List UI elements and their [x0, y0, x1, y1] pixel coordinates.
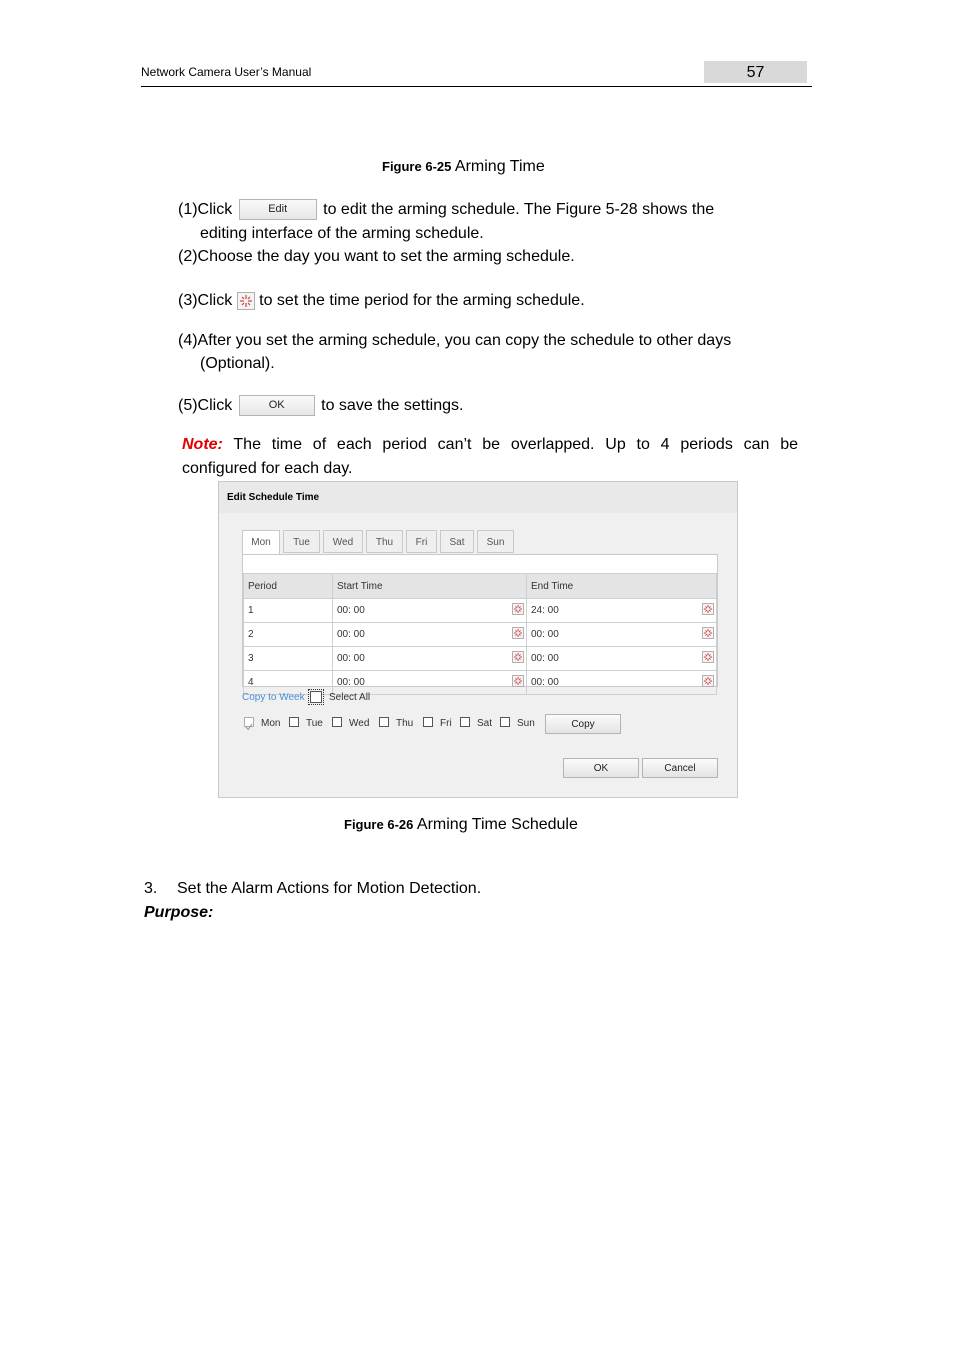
day-label: Sat [477, 718, 493, 729]
start-time-cell[interactable] [333, 647, 527, 671]
dialog-ok-button[interactable]: OK [563, 758, 639, 778]
tab-wed[interactable]: Wed [323, 530, 363, 553]
clock-icon[interactable] [702, 603, 714, 615]
day-checkbox-mon[interactable] [244, 717, 254, 727]
clock-icon[interactable] [512, 651, 524, 663]
day-checkbox-fri[interactable] [423, 717, 433, 727]
section-3-title: Set the Alarm Actions for Motion Detection. [177, 880, 482, 897]
start-time-cell[interactable] [333, 671, 527, 695]
step-4-line-1: (4)After you set the arming schedule, you can copy the schedule to other days [178, 332, 732, 349]
end-time-cell[interactable] [527, 647, 717, 671]
tab-thu[interactable]: Thu [366, 530, 403, 553]
step-5-line [178, 394, 463, 417]
day-label: Wed [349, 718, 370, 729]
day-label: Fri [440, 718, 452, 729]
figure-6-25-text: Arming Time [454, 158, 545, 175]
end-time-cell[interactable] [527, 599, 717, 623]
copy-button[interactable]: Copy [545, 714, 621, 734]
figure-6-26-caption [344, 816, 578, 834]
period-cell: 1 [244, 599, 333, 623]
note-line-2: configured for each day. [182, 460, 353, 477]
select-all-label: Select All [329, 692, 371, 703]
clock-icon[interactable] [512, 675, 524, 687]
end-time-value: 00: 00 [531, 629, 559, 640]
figure-6-25-caption [382, 158, 545, 176]
day-checkbox-wed[interactable] [332, 717, 342, 727]
step-3-prefix: (3)Click [178, 292, 233, 309]
table-row [244, 623, 717, 647]
period-cell: 2 [244, 623, 333, 647]
day-label: Thu [396, 718, 414, 729]
column-header-period: Period [244, 574, 333, 599]
note-line-1 [182, 433, 798, 456]
tab-sun[interactable]: Sun [477, 530, 514, 553]
note-text-1: The time of each period can’t be overlapped. Up to 4 periods can be [233, 436, 799, 453]
ok-button-illustration: OK [239, 395, 315, 416]
clock-icon[interactable] [702, 627, 714, 639]
start-time-cell[interactable] [333, 623, 527, 647]
header-rule [141, 86, 812, 87]
edit-schedule-dialog [218, 481, 738, 798]
step-1-text: to edit the arming schedule. The Figure 5-28 shows the [323, 201, 715, 218]
copy-to-week-link[interactable]: Copy to Week [242, 692, 305, 703]
start-time-value: 00: 00 [337, 677, 365, 688]
step-2: (2)Choose the day you want to set the arming schedule. [178, 248, 575, 265]
table-row [244, 647, 717, 671]
tab-fri[interactable]: Fri [406, 530, 437, 553]
edit-button-illustration: Edit [239, 199, 317, 220]
figure-6-25-label: Figure 6-25 [382, 159, 452, 174]
period-cell: 4 [244, 671, 333, 695]
start-time-value: 00: 00 [337, 605, 365, 616]
section-3-number: 3. [144, 880, 158, 897]
day-label: Tue [306, 718, 323, 729]
tab-tue[interactable]: Tue [283, 530, 320, 553]
clock-icon [237, 292, 255, 310]
tab-sat[interactable]: Sat [440, 530, 474, 553]
start-time-cell[interactable] [333, 599, 527, 623]
end-time-value: 00: 00 [531, 677, 559, 688]
table-row [244, 599, 717, 623]
day-checkbox-thu[interactable] [379, 717, 389, 727]
step-1-prefix: (1)Click [178, 201, 233, 218]
start-time-value: 00: 00 [337, 629, 365, 640]
end-time-cell[interactable] [527, 671, 717, 695]
step-1-line [178, 198, 714, 221]
dialog-title: Edit Schedule Time [219, 482, 737, 513]
tab-mon[interactable]: Mon [242, 530, 280, 555]
end-time-cell[interactable] [527, 623, 717, 647]
end-time-value: 00: 00 [531, 653, 559, 664]
step-1-line-2: editing interface of the arming schedule. [200, 225, 484, 242]
day-label: Sun [517, 718, 535, 729]
column-header-end-time: End Time [527, 574, 717, 599]
figure-6-26-label: Figure 6-26 [344, 817, 414, 832]
figure-6-26-text: Arming Time Schedule [416, 816, 578, 833]
purpose-label: Purpose: [144, 904, 214, 921]
step-5-text: to save the settings. [321, 397, 464, 414]
page-number: 57 [704, 61, 807, 83]
column-header-start-time: Start Time [333, 574, 527, 599]
clock-icon[interactable] [512, 603, 524, 615]
start-time-value: 00: 00 [337, 653, 365, 664]
schedule-table-panel [242, 554, 718, 687]
dialog-cancel-button[interactable]: Cancel [642, 758, 718, 778]
note-label: Note: [182, 436, 223, 453]
period-cell: 3 [244, 647, 333, 671]
day-checkbox-sun[interactable] [500, 717, 510, 727]
select-all-checkbox[interactable] [310, 691, 322, 703]
step-3-text: to set the time period for the arming schedule. [259, 292, 585, 309]
schedule-table [243, 573, 717, 695]
running-header-title: Network Camera User’s Manual [141, 65, 312, 79]
step-3-line [178, 289, 585, 312]
step-4-line-2: (Optional). [200, 355, 275, 372]
day-label: Mon [261, 718, 281, 729]
clock-icon[interactable] [702, 675, 714, 687]
day-checkbox-sat[interactable] [460, 717, 470, 727]
clock-icon[interactable] [512, 627, 524, 639]
end-time-value: 24: 00 [531, 605, 559, 616]
clock-icon[interactable] [702, 651, 714, 663]
day-checkbox-tue[interactable] [289, 717, 299, 727]
step-5-prefix: (5)Click [178, 397, 233, 414]
